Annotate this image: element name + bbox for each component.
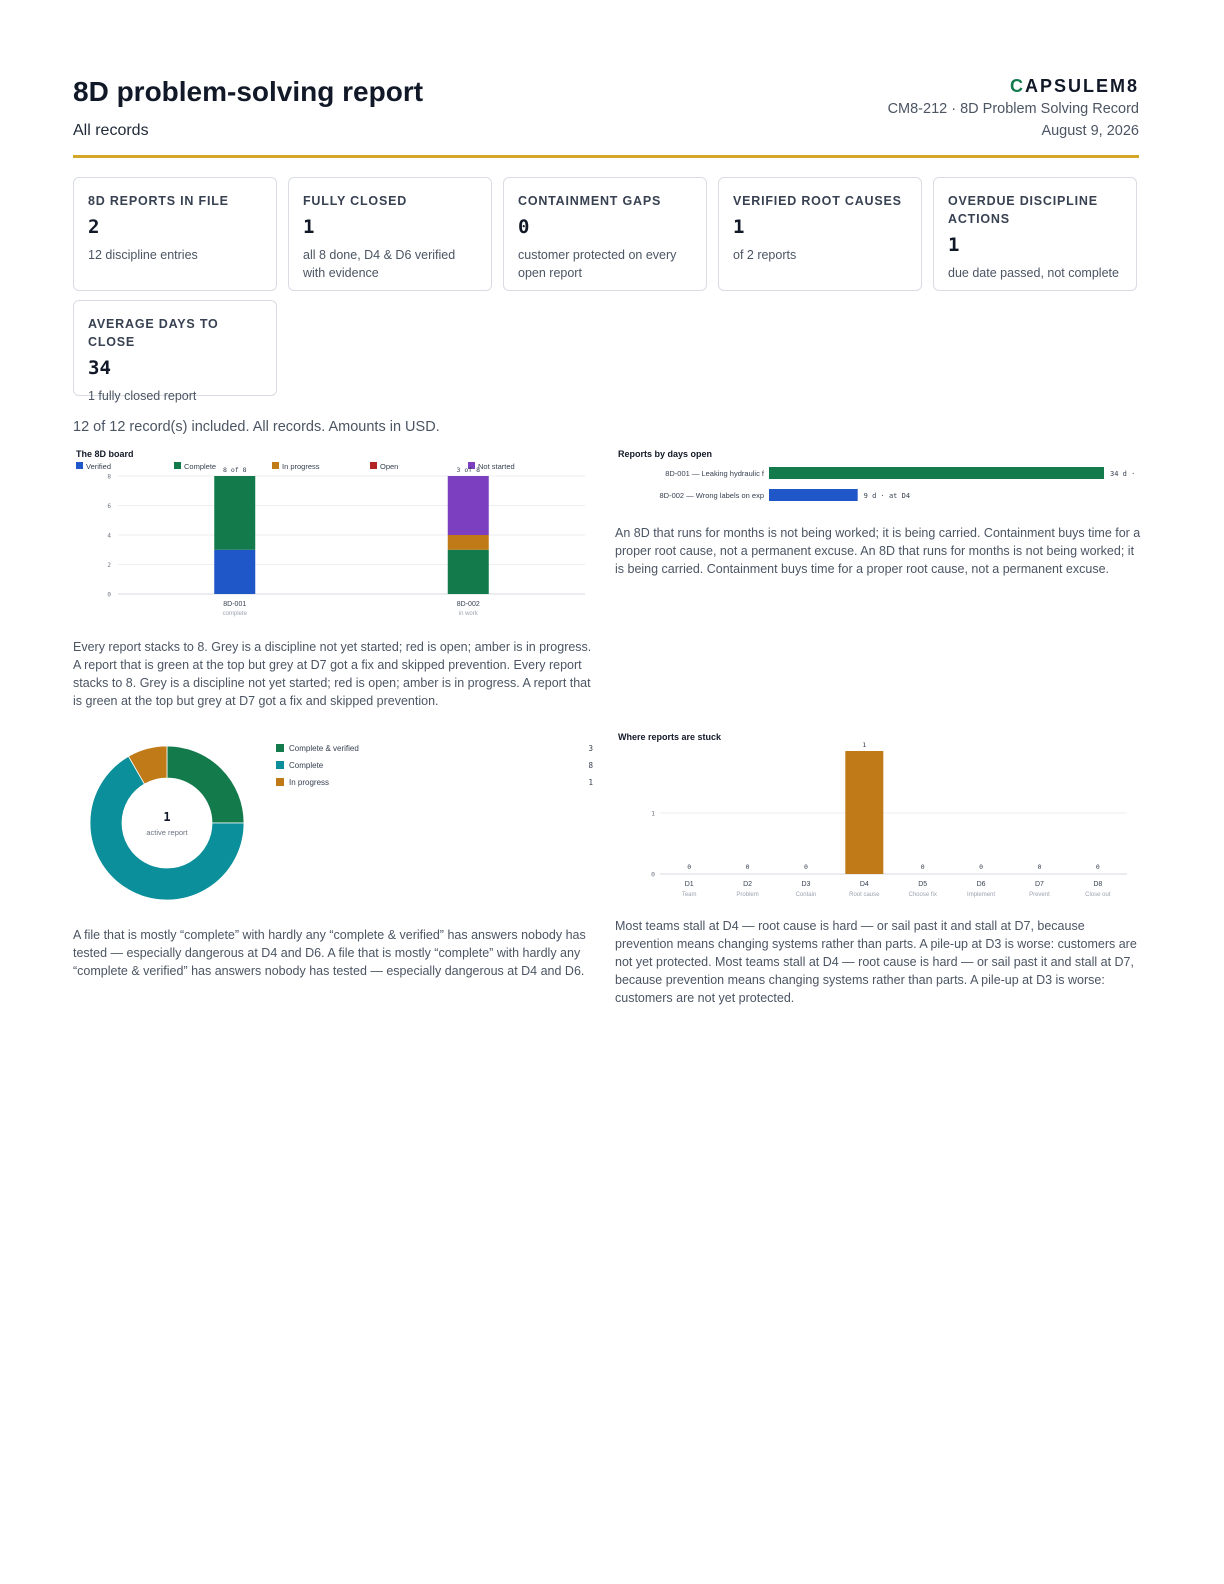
kpi-value: 1 <box>303 216 315 238</box>
legend-value: 8 <box>588 761 593 770</box>
brand-logo-mark: C <box>1009 76 1025 96</box>
kpi-note: of 2 reports <box>733 248 797 262</box>
days-bar <box>769 489 858 501</box>
report-date: August 9, 2026 <box>1041 123 1139 139</box>
kpi-value: 34 <box>88 357 111 379</box>
y-tick-label: 0 <box>651 870 655 879</box>
stuck-bar <box>845 751 883 874</box>
stuck-chart-title: Where reports are stuck <box>618 732 722 742</box>
kpi-value: 1 <box>948 234 960 256</box>
kpi-card-fully-closed <box>288 177 492 291</box>
stuck-grid <box>651 810 1127 879</box>
kpi-card-containment-gaps <box>503 177 707 291</box>
y-tick-label: 0 <box>107 591 111 599</box>
x-tick-sublabel: Contain <box>795 892 817 898</box>
stuck-labels <box>682 741 1111 898</box>
bar-value-label: 9 d · at D4 <box>863 492 911 500</box>
report-header <box>73 74 1139 158</box>
x-tick-label: D6 <box>976 881 986 888</box>
days-bar <box>769 467 1104 479</box>
y-tick-label: 8 <box>107 473 111 481</box>
kpi-value: 0 <box>518 216 530 238</box>
bar-segment <box>448 550 489 594</box>
kpi-label: AVERAGE DAYS TO CLOSE <box>88 317 219 349</box>
y-tick-label: 4 <box>107 532 111 540</box>
board-caption: Every report stacks to 8. Grey is a discipline not yet started; red is open; amber is in progress. A report that is green at the top but grey at D7 got a fix and skipped prevention. Every report stacks to 8. Grey is a discipline not yet started; red is open; amber is in progress. A report that is green at the top but grey at D7 got a fix and skipped prevention. <box>73 640 592 708</box>
donut-center-label: active report <box>146 828 188 837</box>
status-donut-chart <box>73 735 597 907</box>
x-tick-sublabel: Implement <box>967 892 996 898</box>
bar-segment <box>214 476 255 550</box>
legend-swatch <box>272 462 279 469</box>
y-tick-label: 1 <box>651 809 655 818</box>
kpi-label: VERIFIED ROOT CAUSES <box>733 194 902 208</box>
board-grid <box>107 474 585 599</box>
y-tick-label: 2 <box>107 562 111 569</box>
bar-value-label: 0 <box>1037 863 1042 871</box>
kpi-note: 12 discipline entries <box>88 248 198 262</box>
days-open-chart <box>615 445 1139 507</box>
kpi-note: all 8 done, D4 & D6 verified with evidence <box>303 248 456 280</box>
bar-category-label: 8D-001 — Leaking hydraulic f <box>665 469 764 478</box>
kpi-note: customer protected on every open report <box>518 248 677 280</box>
x-tick-label: D4 <box>859 881 869 888</box>
page-title: 8D problem-solving report <box>73 76 424 107</box>
bar-total-label: 8 of 8 <box>223 466 247 474</box>
bar-total-label: 3 of 8 <box>456 466 480 474</box>
legend-swatch <box>276 761 284 769</box>
bar-value-label: 34 d · <box>1110 470 1136 478</box>
brand-logo-text: APSULEM8 <box>1024 76 1139 96</box>
kpi-card-average-days-to-close <box>73 300 277 403</box>
stuck-chart <box>615 728 1139 904</box>
legend-swatch <box>76 462 83 469</box>
board-chart <box>73 445 593 625</box>
legend-label: Complete <box>184 462 217 471</box>
legend-label: In progress <box>289 778 330 787</box>
kpi-label: CONTAINMENT GAPS <box>518 194 662 208</box>
days-open-chart-title: Reports by days open <box>618 449 713 459</box>
x-tick-sublabel: Prevent <box>1029 892 1050 898</box>
kpi-value: 2 <box>88 216 100 238</box>
bar-value-label: 0 <box>687 863 692 871</box>
brand-logo <box>1010 76 1139 97</box>
x-tick-label: 8D-002 <box>456 601 480 608</box>
bar-segment <box>214 550 255 594</box>
kpi-card-reports-in-file <box>73 177 277 291</box>
legend-swatch <box>276 744 284 752</box>
x-tick-label: D1 <box>684 881 694 888</box>
donut-center-value: 1 <box>163 810 171 824</box>
board-chart-title: The 8D board <box>76 449 134 459</box>
kpi-label: OVERDUE DISCIPLINE ACTIONS <box>948 194 1098 226</box>
legend-swatch <box>370 462 377 469</box>
bar-segment <box>448 476 489 535</box>
legend-label: Complete & verified <box>289 744 359 753</box>
document-reference: CM8-212 · 8D Problem Solving Record <box>887 101 1139 117</box>
x-tick-label: D3 <box>801 881 811 888</box>
donut-slice <box>167 746 244 823</box>
x-tick-label: D5 <box>918 881 928 888</box>
kpi-card-overdue-actions <box>933 177 1137 291</box>
x-tick-sublabel: Problem <box>736 892 759 898</box>
legend-label: Open <box>380 462 399 471</box>
legend-label: Complete <box>289 761 324 770</box>
bar-value-label: 0 <box>1095 863 1100 871</box>
stuck-caption: Most teams stall at D4 — root cause is hard — or sail past it and stall at D7, because prevention means changing systems rather than parts. A pile-up at D3 is worse: customers are not yet protected. Most teams stall at D4 — root cause is hard — or sail past it and stall at D7, because prevention means changing systems rather than parts. A pile-up at D3 is worse: customers are not yet protected. <box>615 919 1137 1005</box>
legend-label: Verified <box>86 462 112 471</box>
donut-caption: A file that is mostly “complete” with hardly any “complete & verified” has answers nobody has tested — especially dangerous at D4 and D6. A file that is mostly “complete” with hardly any “complete & verified” has answers nobody has tested — especially dangerous at D4 and D6. <box>73 928 586 978</box>
kpi-label: FULLY CLOSED <box>303 194 408 208</box>
days-open-bars <box>659 467 1135 501</box>
donut-legend <box>276 744 593 787</box>
kpi-card-verified-root-causes <box>718 177 922 291</box>
legend-label: In progress <box>282 462 320 471</box>
days-open-caption: An 8D that runs for months is not being worked; it is being carried. Containment buys time for a proper root cause, not a permanent excuse. An 8D that runs for months is not being worked; it is being carried. Containment buys time for a proper root cause, not a permanent excuse. <box>615 526 1141 576</box>
x-tick-label: D2 <box>743 881 753 888</box>
kpi-label: 8D REPORTS IN FILE <box>88 194 229 208</box>
legend-value: 3 <box>588 744 593 753</box>
x-tick-label: 8D-001 <box>223 601 247 608</box>
bar-value-label: 0 <box>979 863 984 871</box>
x-tick-sublabel: Root cause <box>849 892 880 898</box>
kpi-note: due date passed, not complete <box>948 266 1119 280</box>
stuck-bars <box>845 751 883 874</box>
x-tick-label: D7 <box>1034 881 1044 888</box>
bar-value-label: 0 <box>745 863 750 871</box>
bar-value-label: 0 <box>803 863 808 871</box>
page-subtitle: All records <box>73 122 149 139</box>
x-tick-label: D8 <box>1093 881 1103 888</box>
x-tick-sublabel: in work <box>458 611 478 617</box>
x-tick-sublabel: complete <box>222 611 247 617</box>
legend-value: 1 <box>588 778 593 787</box>
x-tick-sublabel: Team <box>681 892 697 898</box>
legend-label: Not started <box>478 462 515 471</box>
y-tick-label: 6 <box>107 503 111 510</box>
bar-value-label: 0 <box>920 863 925 871</box>
kpi-note: 1 fully closed report <box>88 389 197 403</box>
board-legend <box>76 462 515 471</box>
x-tick-sublabel: Close out <box>1085 892 1111 898</box>
header-divider <box>73 155 1139 158</box>
bar-category-label: 8D-002 — Wrong labels on exp <box>659 491 764 500</box>
bar-segment <box>448 535 489 550</box>
kpi-value: 1 <box>733 216 745 238</box>
legend-swatch <box>276 778 284 786</box>
records-summary: 12 of 12 record(s) included. All records. Amounts in USD. <box>73 419 440 435</box>
legend-swatch <box>174 462 181 469</box>
bar-value-label: 1 <box>862 741 867 749</box>
x-tick-sublabel: Choose fix <box>908 892 937 898</box>
